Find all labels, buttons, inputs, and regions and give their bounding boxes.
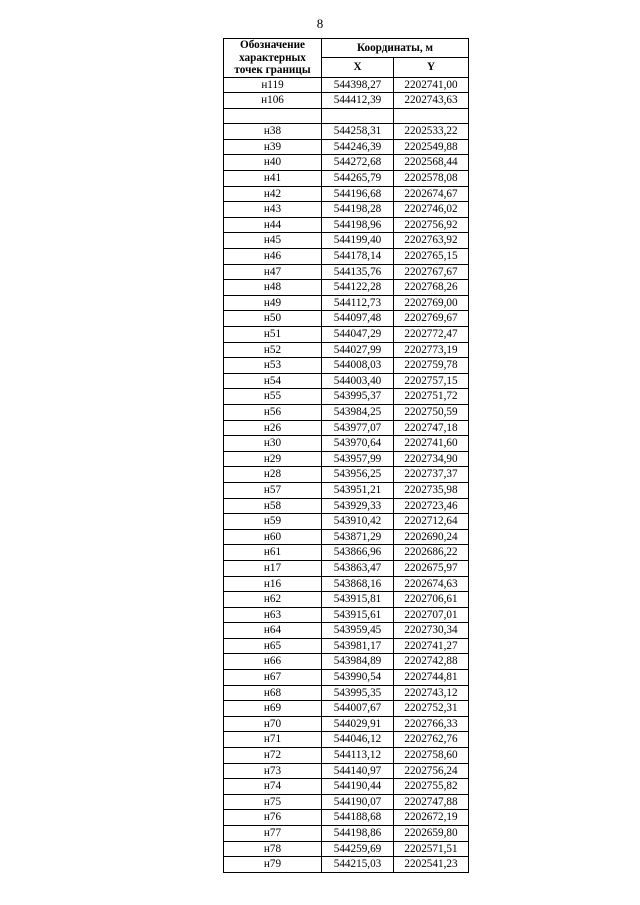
x-cell: 543995,35 bbox=[322, 685, 394, 701]
y-cell: 2202712,64 bbox=[394, 514, 469, 530]
x-cell: 544122,28 bbox=[322, 280, 394, 296]
table-row bbox=[224, 732, 469, 748]
x-cell: 543871,29 bbox=[322, 529, 394, 545]
x-cell: 544258,31 bbox=[322, 124, 394, 140]
table-row bbox=[224, 342, 469, 358]
x-cell: 544135,76 bbox=[322, 264, 394, 280]
y-cell: 2202750,59 bbox=[394, 404, 469, 420]
y-cell: 2202756,24 bbox=[394, 763, 469, 779]
point-cell bbox=[224, 108, 322, 124]
table-row bbox=[224, 171, 469, 187]
y-cell: 2202734,90 bbox=[394, 451, 469, 467]
y-cell: 2202742,88 bbox=[394, 654, 469, 670]
y-cell: 2202763,92 bbox=[394, 233, 469, 249]
y-cell: 2202752,31 bbox=[394, 701, 469, 717]
point-cell: н119 bbox=[224, 77, 322, 93]
point-cell: н55 bbox=[224, 389, 322, 405]
point-cell: н52 bbox=[224, 342, 322, 358]
point-cell: н42 bbox=[224, 186, 322, 202]
table-row bbox=[224, 249, 469, 265]
x-cell: 543868,16 bbox=[322, 576, 394, 592]
y-cell: 2202757,15 bbox=[394, 373, 469, 389]
y-cell: 2202741,27 bbox=[394, 638, 469, 654]
coordinates-table bbox=[223, 38, 469, 873]
x-cell: 543915,81 bbox=[322, 592, 394, 608]
y-cell: 2202672,19 bbox=[394, 810, 469, 826]
table-row bbox=[224, 482, 469, 498]
point-cell: н64 bbox=[224, 623, 322, 639]
y-cell: 2202707,01 bbox=[394, 607, 469, 623]
y-cell: 2202659,80 bbox=[394, 826, 469, 842]
x-cell: 543995,37 bbox=[322, 389, 394, 405]
y-cell: 2202743,12 bbox=[394, 685, 469, 701]
point-cell: н48 bbox=[224, 280, 322, 296]
point-cell: н78 bbox=[224, 841, 322, 857]
y-cell: 2202773,19 bbox=[394, 342, 469, 358]
x-cell: 544265,79 bbox=[322, 171, 394, 187]
table-row bbox=[224, 217, 469, 233]
point-cell: н71 bbox=[224, 732, 322, 748]
y-cell: 2202533,22 bbox=[394, 124, 469, 140]
table-row bbox=[224, 857, 469, 873]
table-row bbox=[224, 186, 469, 202]
table-row bbox=[224, 124, 469, 140]
x-cell: 543956,25 bbox=[322, 467, 394, 483]
point-cell: н73 bbox=[224, 763, 322, 779]
table-row bbox=[224, 514, 469, 530]
x-cell: 543866,96 bbox=[322, 545, 394, 561]
x-cell: 544008,03 bbox=[322, 358, 394, 374]
table-row bbox=[224, 779, 469, 795]
table-row bbox=[224, 327, 469, 343]
x-cell: 544112,73 bbox=[322, 295, 394, 311]
y-cell: 2202568,44 bbox=[394, 155, 469, 171]
x-cell: 543959,45 bbox=[322, 623, 394, 639]
table-row bbox=[224, 93, 469, 109]
y-cell: 2202730,34 bbox=[394, 623, 469, 639]
y-cell: 2202737,37 bbox=[394, 467, 469, 483]
point-cell: н30 bbox=[224, 436, 322, 452]
point-cell: н72 bbox=[224, 748, 322, 764]
point-cell: н67 bbox=[224, 670, 322, 686]
point-cell: н70 bbox=[224, 716, 322, 732]
y-cell: 2202746,02 bbox=[394, 202, 469, 218]
x-cell: 544272,68 bbox=[322, 155, 394, 171]
point-cell: н57 bbox=[224, 482, 322, 498]
x-cell: 544412,39 bbox=[322, 93, 394, 109]
y-cell: 2202549,88 bbox=[394, 139, 469, 155]
point-cell: н61 bbox=[224, 545, 322, 561]
point-cell: н76 bbox=[224, 810, 322, 826]
table-row bbox=[224, 545, 469, 561]
point-cell: н46 bbox=[224, 249, 322, 265]
y-cell: 2202743,63 bbox=[394, 93, 469, 109]
x-cell: 543970,64 bbox=[322, 436, 394, 452]
y-cell: 2202674,63 bbox=[394, 576, 469, 592]
point-cell: н44 bbox=[224, 217, 322, 233]
point-cell: н69 bbox=[224, 701, 322, 717]
x-cell: 544007,67 bbox=[322, 701, 394, 717]
y-header: Y bbox=[394, 58, 469, 77]
table-row bbox=[224, 77, 469, 93]
y-cell: 2202756,92 bbox=[394, 217, 469, 233]
y-cell: 2202766,33 bbox=[394, 716, 469, 732]
point-cell: н75 bbox=[224, 794, 322, 810]
table-row bbox=[224, 139, 469, 155]
page-number: 8 bbox=[316, 16, 324, 31]
y-cell: 2202571,51 bbox=[394, 841, 469, 857]
y-cell: 2202578,08 bbox=[394, 171, 469, 187]
y-cell: 2202690,24 bbox=[394, 529, 469, 545]
table-row bbox=[224, 373, 469, 389]
x-cell: 544003,40 bbox=[322, 373, 394, 389]
point-cell: н53 bbox=[224, 358, 322, 374]
table-row bbox=[224, 623, 469, 639]
x-cell: 544097,48 bbox=[322, 311, 394, 327]
point-cell: н29 bbox=[224, 451, 322, 467]
table-row bbox=[224, 311, 469, 327]
x-cell: 544113,12 bbox=[322, 748, 394, 764]
point-cell: н66 bbox=[224, 654, 322, 670]
y-cell: 2202706,61 bbox=[394, 592, 469, 608]
table-row bbox=[224, 498, 469, 514]
x-cell: 543929,33 bbox=[322, 498, 394, 514]
table-row bbox=[224, 841, 469, 857]
x-cell: 544198,96 bbox=[322, 217, 394, 233]
table-row bbox=[224, 295, 469, 311]
table-row bbox=[224, 560, 469, 576]
point-cell: н60 bbox=[224, 529, 322, 545]
y-cell: 2202735,98 bbox=[394, 482, 469, 498]
point-cell: н68 bbox=[224, 685, 322, 701]
point-cell: н39 bbox=[224, 139, 322, 155]
table-row bbox=[224, 763, 469, 779]
x-cell: 544029,91 bbox=[322, 716, 394, 732]
x-cell: 543915,61 bbox=[322, 607, 394, 623]
x-cell: 544178,14 bbox=[322, 249, 394, 265]
x-cell: 543910,42 bbox=[322, 514, 394, 530]
point-cell: н50 bbox=[224, 311, 322, 327]
x-cell: 544246,39 bbox=[322, 139, 394, 155]
point-cell: н17 bbox=[224, 560, 322, 576]
point-cell: н62 bbox=[224, 592, 322, 608]
y-cell: 2202675,97 bbox=[394, 560, 469, 576]
y-cell: 2202769,67 bbox=[394, 311, 469, 327]
table-row bbox=[224, 420, 469, 436]
x-cell: 544188,68 bbox=[322, 810, 394, 826]
y-cell: 2202759,78 bbox=[394, 358, 469, 374]
table-row bbox=[224, 280, 469, 296]
table-row bbox=[224, 576, 469, 592]
x-cell: 544140,97 bbox=[322, 763, 394, 779]
table-row bbox=[224, 638, 469, 654]
x-cell bbox=[322, 108, 394, 124]
point-cell: н43 bbox=[224, 202, 322, 218]
point-cell: н26 bbox=[224, 420, 322, 436]
x-cell: 544215,03 bbox=[322, 857, 394, 873]
point-cell: н63 bbox=[224, 607, 322, 623]
table-row bbox=[224, 404, 469, 420]
table-row bbox=[224, 607, 469, 623]
table-row bbox=[224, 389, 469, 405]
x-cell: 544046,12 bbox=[322, 732, 394, 748]
table-row bbox=[224, 716, 469, 732]
point-cell: н49 bbox=[224, 295, 322, 311]
y-cell: 2202741,60 bbox=[394, 436, 469, 452]
y-cell: 2202762,76 bbox=[394, 732, 469, 748]
y-cell bbox=[394, 108, 469, 124]
table-row bbox=[224, 748, 469, 764]
y-cell: 2202758,60 bbox=[394, 748, 469, 764]
point-cell: н40 bbox=[224, 155, 322, 171]
x-cell: 543977,07 bbox=[322, 420, 394, 436]
y-cell: 2202755,82 bbox=[394, 779, 469, 795]
x-cell: 544190,07 bbox=[322, 794, 394, 810]
x-cell: 543984,89 bbox=[322, 654, 394, 670]
y-cell: 2202741,00 bbox=[394, 77, 469, 93]
point-cell: н106 bbox=[224, 93, 322, 109]
table-row bbox=[224, 701, 469, 717]
table-row bbox=[224, 810, 469, 826]
y-cell: 2202686,22 bbox=[394, 545, 469, 561]
table-row bbox=[224, 794, 469, 810]
y-cell: 2202747,88 bbox=[394, 794, 469, 810]
x-cell: 544259,69 bbox=[322, 841, 394, 857]
x-cell: 544047,29 bbox=[322, 327, 394, 343]
point-cell: н58 bbox=[224, 498, 322, 514]
x-cell: 544198,28 bbox=[322, 202, 394, 218]
point-cell: н65 bbox=[224, 638, 322, 654]
y-cell: 2202674,67 bbox=[394, 186, 469, 202]
point-cell: н41 bbox=[224, 171, 322, 187]
table-row bbox=[224, 264, 469, 280]
point-cell: н79 bbox=[224, 857, 322, 873]
point-cell: н51 bbox=[224, 327, 322, 343]
point-cell: н47 bbox=[224, 264, 322, 280]
y-cell: 2202751,72 bbox=[394, 389, 469, 405]
table-row bbox=[224, 451, 469, 467]
table-row bbox=[224, 467, 469, 483]
x-cell: 543990,54 bbox=[322, 670, 394, 686]
x-cell: 543981,17 bbox=[322, 638, 394, 654]
x-cell: 544196,68 bbox=[322, 186, 394, 202]
y-cell: 2202769,00 bbox=[394, 295, 469, 311]
y-cell: 2202541,23 bbox=[394, 857, 469, 873]
y-cell: 2202744,81 bbox=[394, 670, 469, 686]
table-row bbox=[224, 592, 469, 608]
table-row bbox=[224, 654, 469, 670]
table-row bbox=[224, 155, 469, 171]
x-cell: 543957,99 bbox=[322, 451, 394, 467]
table-row bbox=[224, 826, 469, 842]
table-row bbox=[224, 233, 469, 249]
table-row bbox=[224, 202, 469, 218]
x-header: X bbox=[322, 58, 394, 77]
point-cell: н16 bbox=[224, 576, 322, 592]
point-cell: н59 bbox=[224, 514, 322, 530]
table-row bbox=[224, 685, 469, 701]
y-cell: 2202723,46 bbox=[394, 498, 469, 514]
point-cell: н28 bbox=[224, 467, 322, 483]
point-cell: н38 bbox=[224, 124, 322, 140]
point-cell: н74 bbox=[224, 779, 322, 795]
table-row bbox=[224, 670, 469, 686]
coordinates-header: Координаты, м bbox=[322, 39, 469, 58]
table-row bbox=[224, 108, 469, 124]
table-row bbox=[224, 358, 469, 374]
x-cell: 544198,86 bbox=[322, 826, 394, 842]
x-cell: 543951,21 bbox=[322, 482, 394, 498]
x-cell: 544190,44 bbox=[322, 779, 394, 795]
point-cell: н77 bbox=[224, 826, 322, 842]
y-cell: 2202747,18 bbox=[394, 420, 469, 436]
table-row bbox=[224, 436, 469, 452]
point-cell: н45 bbox=[224, 233, 322, 249]
x-cell: 543863,47 bbox=[322, 560, 394, 576]
table-row bbox=[224, 529, 469, 545]
x-cell: 544199,40 bbox=[322, 233, 394, 249]
table-body bbox=[224, 77, 469, 872]
y-cell: 2202767,67 bbox=[394, 264, 469, 280]
x-cell: 544027,99 bbox=[322, 342, 394, 358]
point-header: Обозначение характерных точек границы bbox=[224, 39, 322, 78]
point-cell: н54 bbox=[224, 373, 322, 389]
x-cell: 544398,27 bbox=[322, 77, 394, 93]
point-cell: н56 bbox=[224, 404, 322, 420]
y-cell: 2202765,15 bbox=[394, 249, 469, 265]
y-cell: 2202768,26 bbox=[394, 280, 469, 296]
y-cell: 2202772,47 bbox=[394, 327, 469, 343]
x-cell: 543984,25 bbox=[322, 404, 394, 420]
